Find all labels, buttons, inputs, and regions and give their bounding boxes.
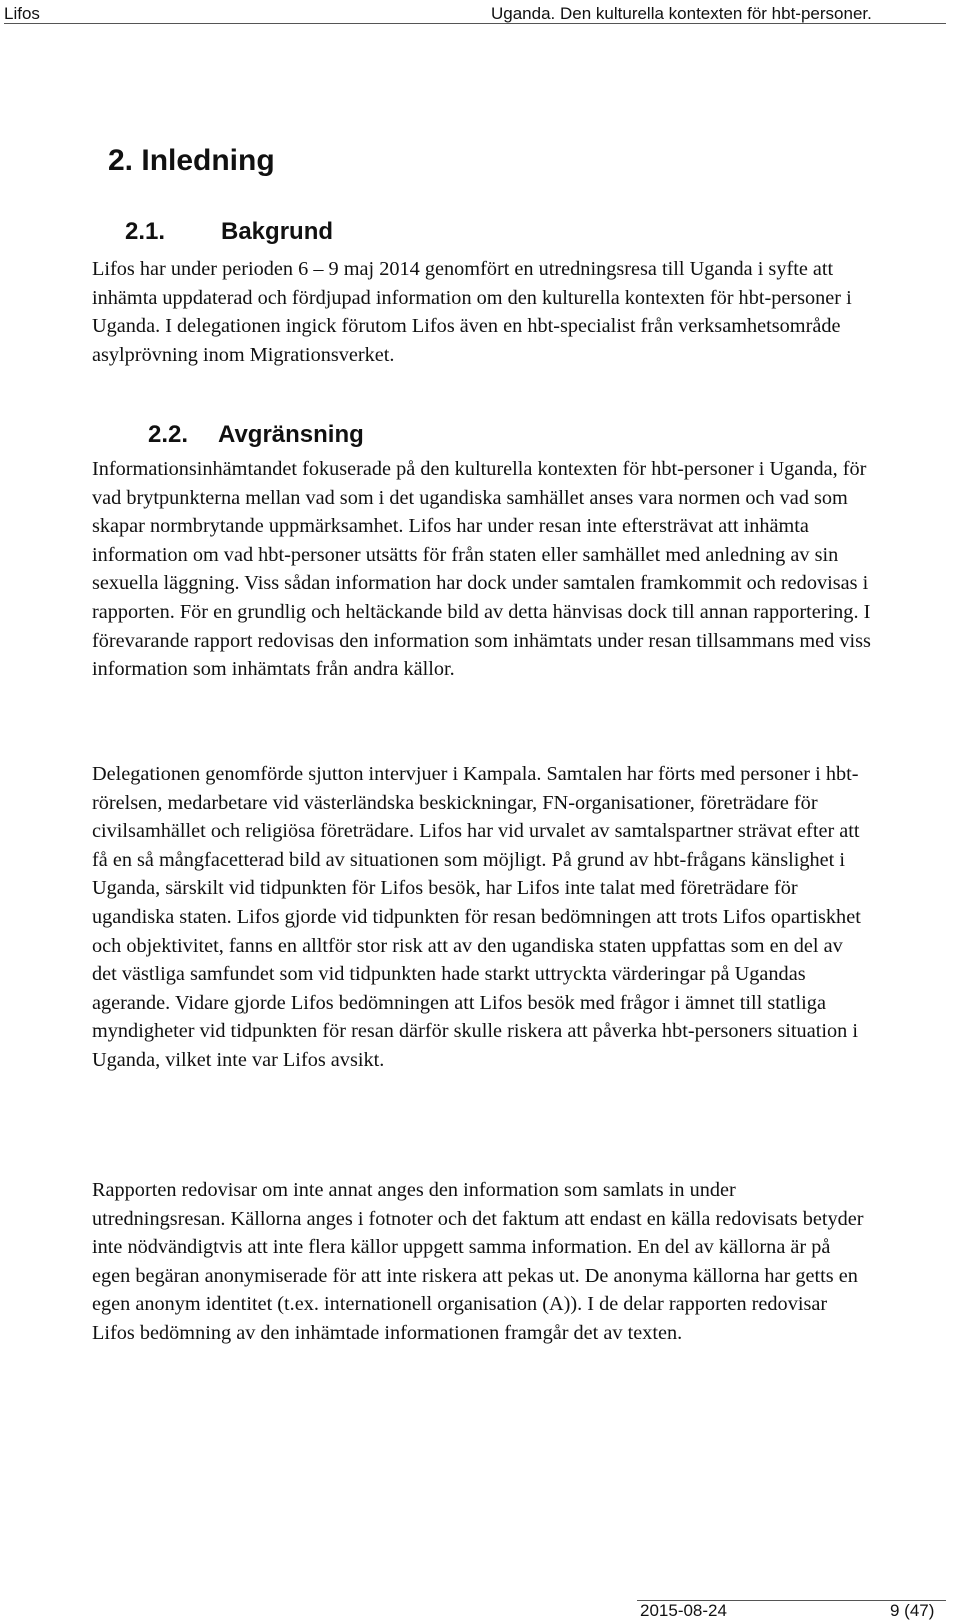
paragraph-avgransning-1: Informationsinhämtandet fokuserade på den kulturella kontexten för hbt-personer i Uganda, för vad brytpunkterna mellan vad som i det ugandiska samhället anses vara normen och vad som skapar normbrytande uppmärksamhet. Lifos har under resan inte eftersträvat att inhämta information om vad hbt-personer utsätts för från staten eller samhället med anledning av sin sexuella läggning. Viss sådan information har dock under samtalen framkommit och redovisas i rapporten. För en grundlig och heltäckande bild av detta hänvisas dock till annan rapportering. I förevarande rapport redovisas den information som inhämtats under resan tillsammans med viss information som inhämtats från andra källor. <box>92 458 871 681</box>
section-title: Bakgrund <box>221 218 334 245</box>
footer-page-number: 9 (47) <box>890 1601 935 1620</box>
section-heading-avgransning <box>148 421 364 449</box>
section-number: 2.2. <box>148 421 189 448</box>
footer-date: 2015-08-24 <box>640 1601 727 1620</box>
paragraph-avgransning-2: Delegationen genomförde sjutton intervjuer i Kampala. Samtalen har förts med personer i hbt-rörelsen, medarbetare vid västerländska beskickningar, FN-organisationer, företrädare för civilsamhället och religiösa företrädare. Lifos har vid urvalet av samtalspartner strävat efter att få en så mångfacetterad bild av situationen som möjligt. På grund av hbt-frågans känslighet i Uganda, särskilt vid tidpunkten för Lifos besök, har Lifos inte talat med företrädare för ugandiska staten. Lifos gjorde vid tidpunkten för resan bedömningen att trots Lifos opartiskhet och objektivitet, fanns en alltför stor risk att av den ugandiska staten uppfattas som en del av det västliga samfundet som vid tidpunkten hade starkt uttryckta värderingar på Ugandas agerande. Vidare gjorde Lifos bedömningen att Lifos besök med frågor i ämnet till statliga myndigheter vid tidpunkten för resan därför skulle riskera att påverka hbt-personers situation i Uganda, vilket inte var Lifos avsikt. <box>92 763 861 1071</box>
header-rule <box>4 23 946 24</box>
section-heading-bakgrund <box>125 218 333 246</box>
paragraph-avgransning-3: Rapporten redovisar om inte annat anges den information som samlats in under utredningsresan. Källorna anges i fotnoter och det faktum att endast en källa redovisats betyder inte nödvändigtvis att inte flera källor uppgett samma information. En del av källorna är på egen begäran anonymiserade för att inte riskera att pekas ut. De anonyma källorna har getts en egen anonym identitet (t.ex. internationell organisation (A)). I de delar rapporten redovisar Lifos bedömning av den inhämtade informationen framgår det av texten. <box>92 1179 864 1344</box>
paragraph-bakgrund: Lifos har under perioden 6 – 9 maj 2014 genomfört en utredningsresa till Uganda i syfte att inhämta uppdaterad och fördjupad information om den kulturella kontexten för hbt-personer i Uganda. I delegationen ingick förutom Lifos även en hbt-specialist från verksamhetsområde asylprövning inom Migrationsverket. <box>92 258 852 366</box>
chapter-heading: 2. Inledning <box>108 144 275 177</box>
page-header <box>4 4 946 24</box>
header-title: Uganda. Den kulturella kontexten för hbt-personer. <box>491 4 872 23</box>
section-title: Avgränsning <box>218 421 364 448</box>
section-number: 2.1. <box>125 218 166 245</box>
header-left: Lifos <box>4 4 40 23</box>
